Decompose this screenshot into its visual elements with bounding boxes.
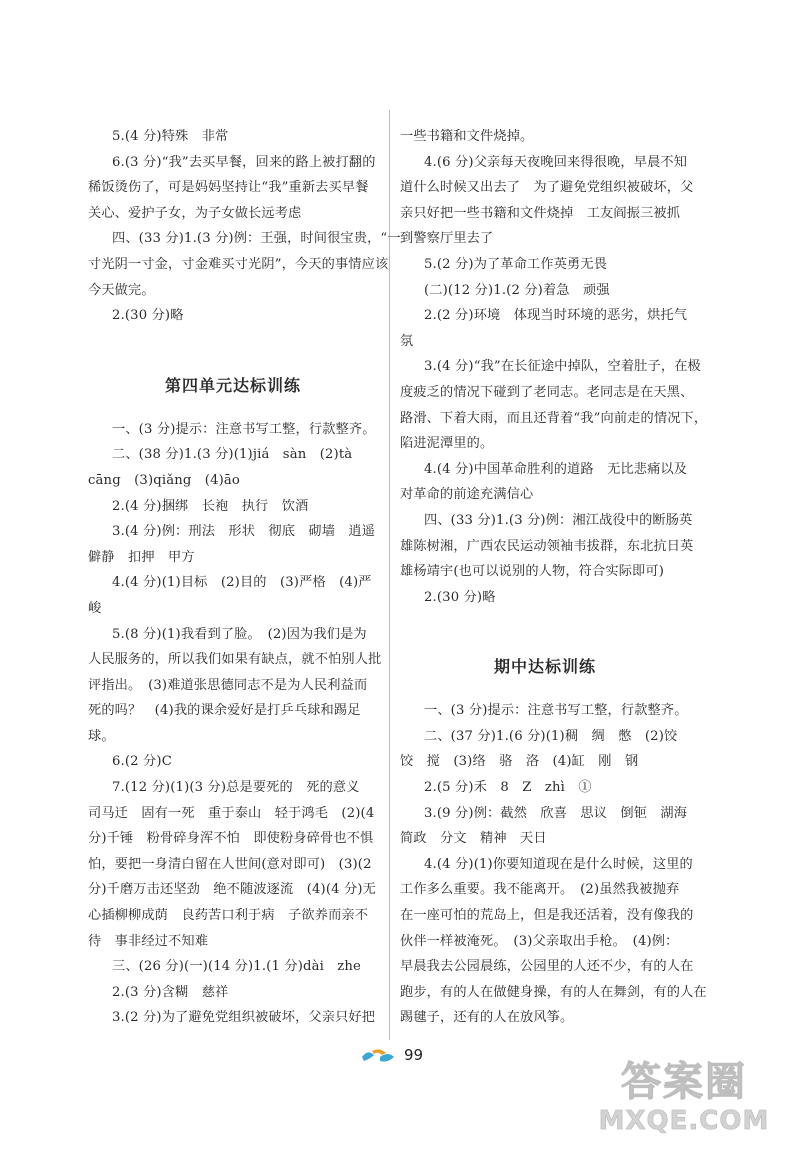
answer-line: 4.(4 分)(1)你要知道现在是什么时候，这里的 (424, 856, 693, 872)
answer-line: cāng (3)qiǎng (4)āo (88, 472, 241, 488)
book-logo-icon (360, 1045, 396, 1065)
answer-line: 2.(4 分)捆绑 长袍 执行 饮酒 (112, 498, 309, 514)
answer-line: 人民服务的，所以我们如果有缺点，就不怕别人批 (88, 652, 382, 668)
answer-line: 7.(12 分)(1)(3 分)总是要死的 死的意义 (112, 780, 360, 796)
section-heading-unit4: 第四单元达标训练 (164, 375, 301, 395)
page-footer (360, 1040, 423, 1070)
answer-line: 5.(2 分)为了革命工作英勇无畏 (424, 256, 608, 272)
answer-line: 三、(26 分)(一)(14 分)1.(1 分)dài zhe (112, 959, 361, 975)
answer-line: 简政 分文 精神 天日 (400, 831, 547, 847)
answer-line: 路滑、下着大雨，而且还背着“我”向前走的情况下， (400, 410, 708, 426)
answer-line: 二、(37 分)1.(6 分)(1)稠 绸 憋 (2)饺 (424, 728, 678, 744)
answer-line: 6.(3 分)“我”去买早餐，回来的路上被打翻的 (112, 154, 376, 170)
answer-line: 度疲乏的情况下碰到了老同志。老同志是在天黑、 (400, 384, 694, 400)
answer-line: 3.(2 分)为了避免党组织被破坏，父亲只好把 (112, 1010, 376, 1026)
answer-line: 4.(4 分)(1)目标 (2)目的 (3)严格 (4)严 (112, 575, 372, 591)
answer-line: 评指出。 (3)难道张思德同志不是为人民利益而 (88, 677, 368, 693)
answer-line: 一些书籍和文件烧掉。 (400, 129, 534, 144)
answer-line: 二、(38 分)1.(3 分)(1)jiá sàn (2)tà (112, 447, 353, 463)
left-column (88, 124, 401, 1031)
answer-line: 6.(2 分)C (112, 754, 172, 770)
answer-line: 踢毽子，还有的人在放风筝。 (400, 1010, 574, 1026)
answer-line: 四、(33 分)1.(3 分)例：湘江战役中的断肠英 (424, 512, 693, 528)
answer-line: 道什么时候又出去了 为了避免党组织被破坏，父 (400, 180, 694, 196)
answer-line: 5.(8 分)(1)我看到了脸。 (2)因为我们是为 (112, 626, 367, 642)
answer-line: 2.(2 分)环境 体现当时环境的恶劣，烘托气 (424, 308, 688, 324)
answer-line: 2.(3 分)含糊 慈祥 (112, 984, 229, 1000)
answer-line: 伙伴一样被淹死。 (3)父亲取出手枪。 (4)例： (400, 933, 679, 949)
answer-line: 死的吗？ (4)我的课余爱好是打乒乓球和踢足 (88, 703, 361, 719)
answer-line: 雄杨靖宇(也可以说别的人物，符合实际即可) (400, 564, 665, 580)
answer-line: 亲只好把一些书籍和文件烧掉 工友阎振三被抓 (400, 205, 681, 221)
answers-block-unit4-continued (400, 124, 708, 610)
answer-line: 3.(4 分)“我”在长征途中掉队，空着肚子，在极 (424, 359, 701, 375)
answer-line: 3.(4 分)例：刑法 形状 彻底 砌墙 逍遥 (112, 524, 376, 540)
answer-line: 2.(30 分)略 (112, 308, 184, 324)
answer-line: 陷进泥潭里的。 (400, 436, 494, 452)
answer-line: 4.(4 分)中国革命胜利的道路 无比悲痛以及 (424, 461, 688, 477)
page-number: 99 (404, 1046, 424, 1064)
answer-line: 在一座可怕的荒岛上，但是我还活着，没有像我的 (400, 908, 694, 924)
answer-line: 饺 搅 (3)络 骆 洛 (4)缸 刚 钢 (400, 754, 639, 770)
answer-line: 寸光阴一寸金，寸金难买寸光阴”，今天的事情应该 (88, 256, 389, 272)
answer-line: 一、(3 分)提示：注意书写工整，行款整齐。 (424, 703, 688, 719)
answer-line: 一、(3 分)提示：注意书写工整，行款整齐。 (112, 421, 376, 437)
answer-line: 分)千锤 粉骨碎身浑不怕 即使粉身碎骨也不惧 (88, 831, 374, 847)
answer-line: 工作多么重要。我不能离开。 (2)虽然我被抛弃 (400, 882, 680, 898)
answers-block-unit4 (88, 417, 382, 1031)
section-heading-midterm: 期中达标训练 (493, 657, 596, 677)
answer-line: 到警察厅里去了 (400, 231, 494, 247)
answer-line: 氛 (400, 333, 414, 349)
watermark-title: 答案圈 (621, 1059, 747, 1105)
answers-block-unit3-end (88, 124, 401, 329)
answer-line: 对革命的前途充满信心 (400, 487, 534, 503)
answer-line: 关心、爱护子女，为子女做长远考虑 (88, 205, 302, 221)
answer-line: 跑步，有的人在做健身操，有的人在舞剑，有的人在 (400, 984, 707, 1000)
answer-line: 4.(6 分)父亲每天夜晚回来得很晚，早晨不知 (424, 154, 688, 170)
answer-line: 今天做完。 (88, 282, 155, 298)
answer-line: 5.(4 分)特殊 非常 (112, 129, 229, 144)
answer-line: 司马迁 固有一死 重于泰山 轻于鸿毛 (2)(4 (88, 805, 375, 821)
answer-line: 僻静 扣押 甲方 (88, 549, 195, 565)
answer-line: 心插柳柳成荫 良药苦口利于病 子欲养而亲不 (88, 908, 369, 924)
right-column (400, 124, 708, 1031)
answer-line: 早晨我去公园晨练，公园里的人还不少，有的人在 (400, 959, 694, 975)
answer-line: 峻 (88, 600, 102, 616)
answer-line: 球。 (88, 728, 115, 744)
watermark-url: MXQE.COM (598, 1106, 770, 1136)
answer-line: 待 事非经过不知难 (88, 933, 209, 949)
answer-line: 怕，要把一身清白留在人世间(意对即可) (3)(2 (88, 856, 372, 872)
answer-line: 2.(30 分)略 (424, 589, 496, 605)
answer-line: 稀饭烫伤了，可是妈妈坚持让“我”重新去买早餐 (88, 180, 369, 196)
answers-block-midterm (400, 698, 707, 1031)
answer-line: 四、(33 分)1.(3 分)例：王强，时间很宝贵，“一 (112, 231, 401, 247)
answer-line: 雄陈树湘，广西农民运动领袖韦拔群，东北抗日英 (400, 538, 694, 554)
answer-line: 3.(9 分)例：截然 欣喜 思议 倒钷 湖海 (424, 805, 688, 821)
answer-line: 分)千磨万击还坚劲 绝不随波逐流 (4)(4 分)无 (88, 882, 376, 898)
site-watermark (584, 1058, 784, 1144)
answer-line: (二)(12 分)1.(2 分)着急 顽强 (424, 282, 610, 298)
answer-line: 2.(5 分)禾 8 Z zhì ① (424, 780, 592, 796)
